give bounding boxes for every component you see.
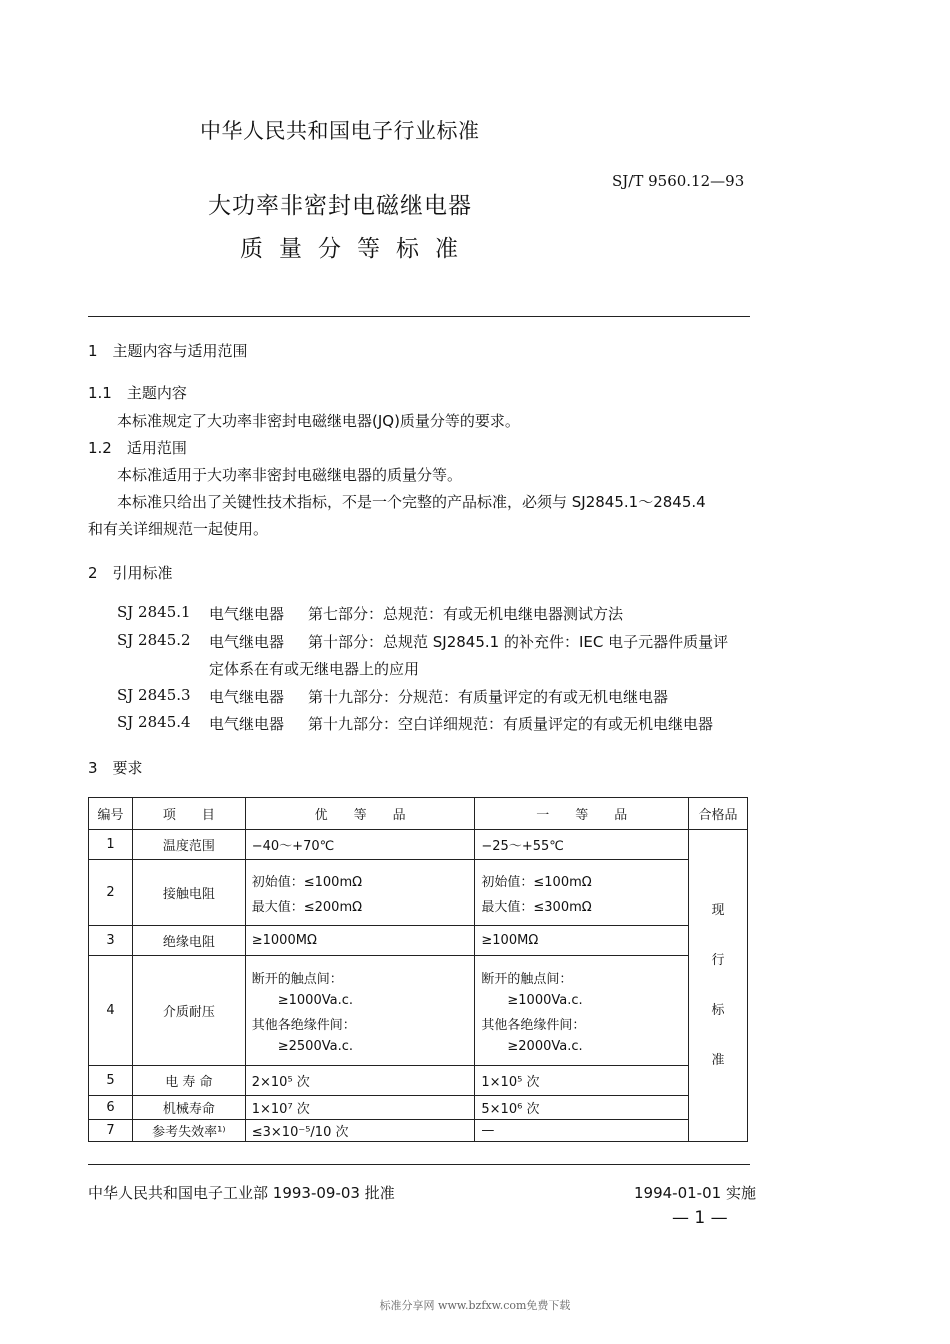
qualified-char: 准 <box>711 1052 725 1068</box>
row-item: 电 寿 命 <box>132 1066 245 1096</box>
value-line: ≥2500Va.c. <box>277 1038 353 1054</box>
reference-code: SJ 2845.3 <box>117 686 191 704</box>
qualified-grade-cell <box>689 830 748 1142</box>
value-line: ≥1000Va.c. <box>277 992 353 1008</box>
section-1-2-heading: 1.2 适用范围 <box>88 439 187 457</box>
section-1-1-heading: 1.1 主题内容 <box>88 384 187 402</box>
implementation-date: 1994-01-01 实施 <box>634 1184 756 1202</box>
premium-value: ≥1000MΩ <box>245 926 475 956</box>
reference-name: 电气继电器 <box>209 688 285 706</box>
reference-code: SJ 2845.4 <box>117 713 191 731</box>
first-grade-value <box>475 956 689 1066</box>
section-1-heading: 1 主题内容与适用范围 <box>88 342 248 360</box>
row-number: 1 <box>89 830 133 860</box>
reference-item <box>117 603 757 623</box>
title-divider <box>88 316 750 317</box>
table-row <box>89 926 748 956</box>
table-header-row <box>89 798 748 830</box>
row-item: 绝缘电阻 <box>132 926 245 956</box>
document-title: 大功率非密封电磁继电器 <box>208 193 472 219</box>
reference-name: 电气继电器 <box>209 605 285 623</box>
value-line: ≥1000Va.c. <box>507 992 583 1008</box>
premium-value <box>245 956 475 1066</box>
first-grade-value: 1×10⁵ 次 <box>475 1066 689 1096</box>
section-1-2-text-3: 和有关详细规范一起使用。 <box>88 520 269 538</box>
row-number: 5 <box>89 1066 133 1096</box>
reference-item <box>117 631 757 679</box>
table-row <box>89 1120 748 1142</box>
column-header-item: 项 目 <box>132 798 245 830</box>
qualified-char: 现 <box>711 902 725 918</box>
row-item: 介质耐压 <box>132 956 245 1066</box>
row-item: 机械寿命 <box>132 1096 245 1120</box>
premium-value: ≤3×10⁻⁵/10 次 <box>245 1120 475 1142</box>
reference-title: 第七部分：总规范：有或无机电继电器测试方法 <box>308 605 624 623</box>
section-1-1-text: 本标准规定了大功率非密封电磁继电器(JQ)质量分等的要求。 <box>117 412 520 430</box>
row-item: 温度范围 <box>132 830 245 860</box>
column-header-number: 编号 <box>89 798 133 830</box>
first-grade-value: −25～+55℃ <box>475 830 689 860</box>
value-line: 断开的触点间： <box>251 971 343 987</box>
table-row <box>89 830 748 860</box>
row-number: 6 <box>89 1096 133 1120</box>
reference-title: 第十九部分：空白详细规范：有质量评定的有或无机电继电器 <box>308 715 714 733</box>
table-row <box>89 1066 748 1096</box>
page-number: — 1 — <box>672 1208 728 1228</box>
value-line: 初始值：≤100mΩ <box>481 874 592 890</box>
reference-name: 电气继电器 <box>209 715 285 733</box>
value-line: 断开的触点间： <box>481 971 573 987</box>
document-subtitle: 质量分等标准 <box>240 236 474 262</box>
row-number: 7 <box>89 1120 133 1142</box>
row-item: 参考失效率¹⁾ <box>132 1120 245 1142</box>
footer-divider <box>88 1164 750 1165</box>
reference-item <box>117 713 757 733</box>
reference-title: 第十九部分：分规范：有质量评定的有或无机电继电器 <box>308 688 669 706</box>
table-row <box>89 1096 748 1120</box>
first-grade-value <box>475 860 689 926</box>
approval-note: 中华人民共和国电子工业部 1993-09-03 批准 <box>88 1184 395 1202</box>
premium-value: 2×10⁵ 次 <box>245 1066 475 1096</box>
reference-code: SJ 2845.1 <box>117 603 191 621</box>
column-header-premium-grade: 优 等 品 <box>245 798 475 830</box>
value-line: 最大值：≤300mΩ <box>481 899 592 915</box>
standard-code: SJ/T 9560.12—93 <box>612 172 745 190</box>
reference-name: 电气继电器 <box>209 633 285 651</box>
section-1-2-text-2: 本标准只给出了关键性技术指标，不是一个完整的产品标准，必须与 SJ2845.1～2845.4 <box>117 493 706 511</box>
first-grade-value: ≥100MΩ <box>475 926 689 956</box>
section-3-heading: 3 要求 <box>88 759 143 777</box>
first-grade-value: 5×10⁶ 次 <box>475 1096 689 1120</box>
value-line: ≥2000Va.c. <box>507 1038 583 1054</box>
value-line: 其他各绝缘件间： <box>481 1017 586 1033</box>
reference-item <box>117 686 757 706</box>
section-1-2-text-1: 本标准适用于大功率非密封电磁继电器的质量分等。 <box>117 466 463 484</box>
reference-title: 第十部分：总规范 SJ2845.1 的补充件：IEC 电子元器件质量评 <box>308 633 729 651</box>
value-line: 最大值：≤200mΩ <box>251 899 363 915</box>
table-row <box>89 860 748 926</box>
row-item: 接触电阻 <box>132 860 245 926</box>
requirements-table <box>88 797 748 1142</box>
reference-title-continued: 定体系在有或无继电器上的应用 <box>209 660 420 678</box>
issuing-standard-category: 中华人民共和国电子行业标准 <box>200 119 480 143</box>
column-header-qualified-grade: 合格品 <box>689 798 748 830</box>
reference-code: SJ 2845.2 <box>117 631 191 649</box>
section-2-heading: 2 引用标准 <box>88 564 173 582</box>
column-header-first-grade: 一 等 品 <box>475 798 689 830</box>
premium-value: 1×10⁷ 次 <box>245 1096 475 1120</box>
premium-value <box>245 860 475 926</box>
premium-value: −40～+70℃ <box>245 830 475 860</box>
value-line: 其他各绝缘件间： <box>251 1017 356 1033</box>
watermark: 标准分享网 www.bzfxw.com免费下载 <box>379 1299 571 1312</box>
first-grade-value: — <box>475 1120 689 1142</box>
row-number: 4 <box>89 956 133 1066</box>
qualified-char: 标 <box>711 1002 725 1018</box>
qualified-char: 行 <box>711 952 725 968</box>
row-number: 2 <box>89 860 133 926</box>
row-number: 3 <box>89 926 133 956</box>
value-line: 初始值：≤100mΩ <box>251 874 363 890</box>
table-row <box>89 956 748 1066</box>
